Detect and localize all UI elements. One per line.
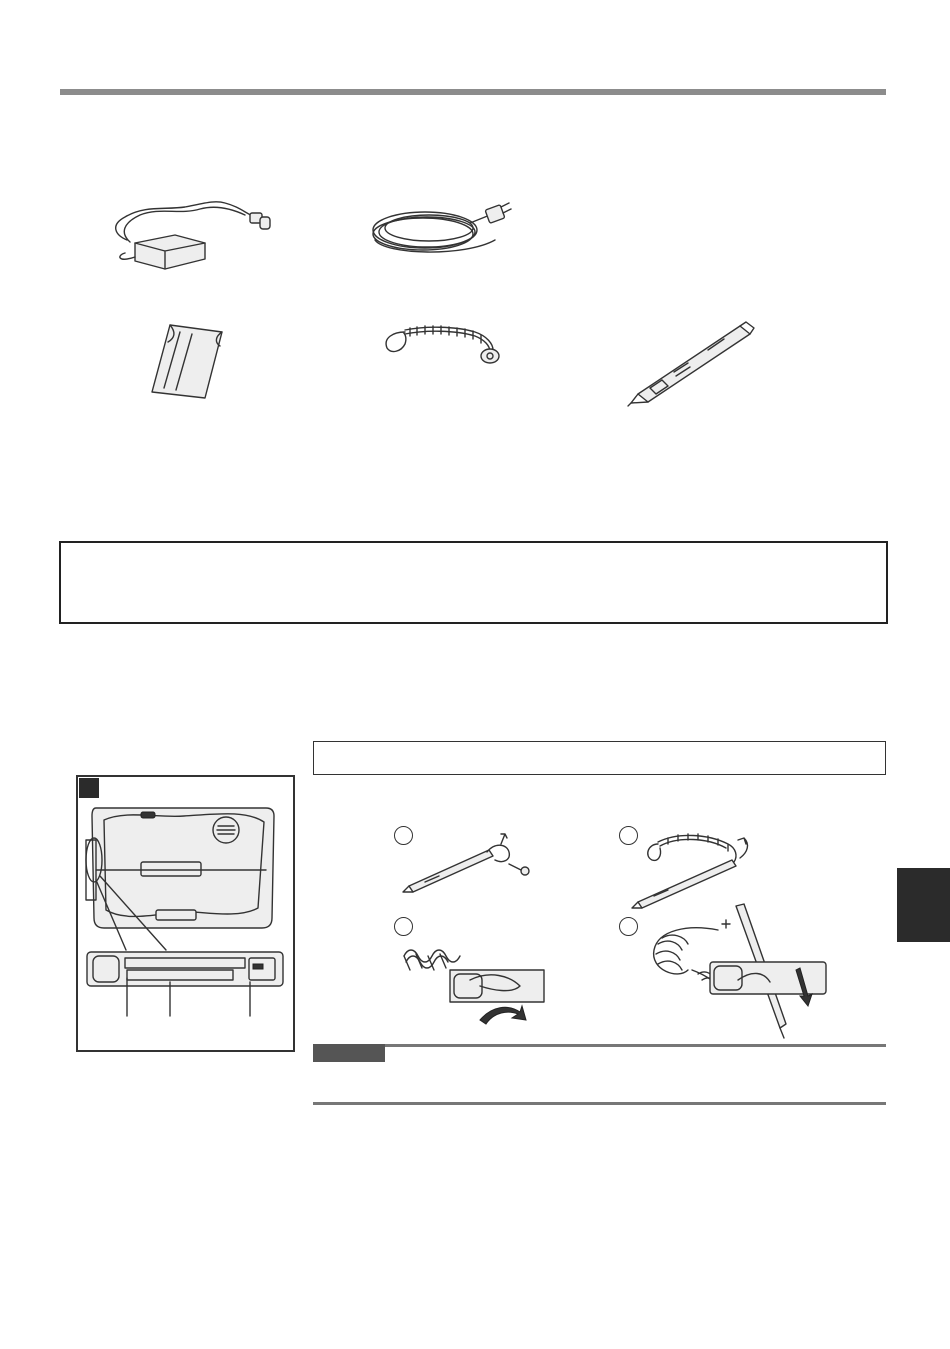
callout-lines xyxy=(120,978,260,1018)
step-2-pen-tether-icon xyxy=(628,830,758,910)
step-1-pen-tether-icon xyxy=(403,840,543,896)
digitizer-pen-icon xyxy=(628,318,758,408)
power-cord-icon xyxy=(365,195,515,260)
ac-adaptor-icon xyxy=(105,195,275,275)
tether-icon xyxy=(375,318,505,368)
soft-cloth-icon xyxy=(150,320,230,402)
note-top-rule xyxy=(313,1044,886,1047)
zoom-lines xyxy=(86,838,176,950)
notice-box xyxy=(59,541,888,624)
panel-marker xyxy=(79,778,99,798)
section-tab xyxy=(897,868,950,942)
step-circle-4 xyxy=(619,917,638,936)
header-rule xyxy=(60,89,886,95)
step-circle-3 xyxy=(394,917,413,936)
step-4-store-pen-icon xyxy=(648,900,833,1040)
section-label-box xyxy=(313,741,886,775)
note-tag xyxy=(313,1044,385,1062)
step-3-attach-icon xyxy=(400,940,545,1030)
note-bottom-rule xyxy=(313,1102,886,1105)
